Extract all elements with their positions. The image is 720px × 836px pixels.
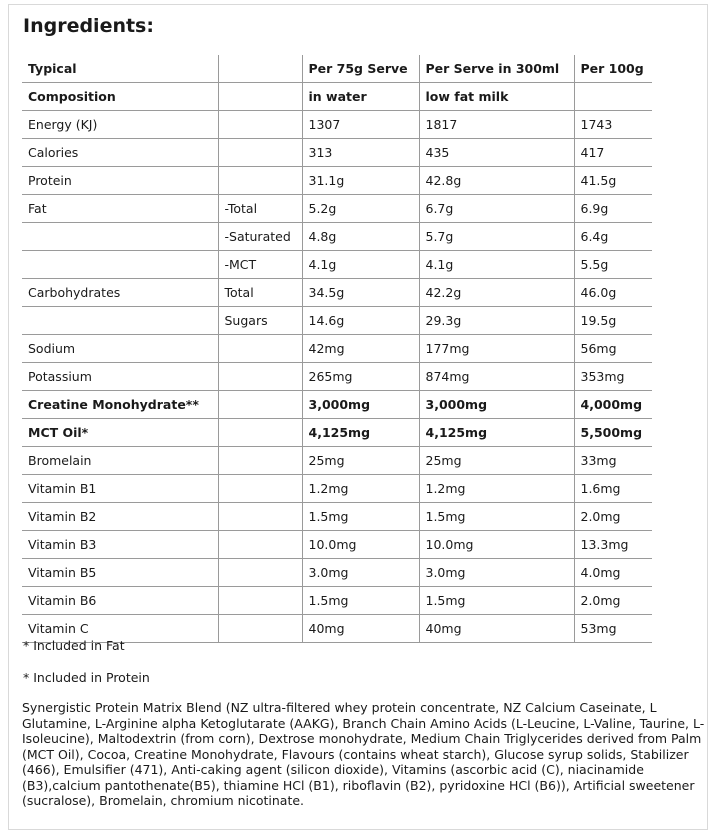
table-cell: 353mg bbox=[574, 363, 652, 391]
table-row bbox=[22, 559, 652, 587]
table-cell bbox=[218, 475, 302, 503]
table-cell: Creatine Monohydrate** bbox=[22, 391, 218, 419]
page-title: Ingredients: bbox=[23, 15, 154, 37]
table-cell: Bromelain bbox=[22, 447, 218, 475]
table-cell bbox=[22, 223, 218, 251]
table-cell: 1307 bbox=[302, 111, 419, 139]
table-cell: 4,000mg bbox=[574, 391, 652, 419]
table-cell: 313 bbox=[302, 139, 419, 167]
table-cell: in water bbox=[302, 83, 419, 111]
table-cell: 1743 bbox=[574, 111, 652, 139]
table-cell: 1.2mg bbox=[419, 475, 574, 503]
table-cell bbox=[218, 531, 302, 559]
table-cell: 10.0mg bbox=[302, 531, 419, 559]
table-cell: Vitamin B5 bbox=[22, 559, 218, 587]
table-cell: Per 100g bbox=[574, 55, 652, 83]
table-cell: 13.3mg bbox=[574, 531, 652, 559]
table-cell: 25mg bbox=[419, 447, 574, 475]
table-cell bbox=[218, 559, 302, 587]
table-cell bbox=[218, 615, 302, 643]
table-cell: 6.4g bbox=[574, 223, 652, 251]
table-row bbox=[22, 475, 652, 503]
table-cell: 874mg bbox=[419, 363, 574, 391]
table-cell: 29.3g bbox=[419, 307, 574, 335]
table-cell: 265mg bbox=[302, 363, 419, 391]
table-cell: 5.2g bbox=[302, 195, 419, 223]
table-cell: 5.5g bbox=[574, 251, 652, 279]
table-cell: -MCT bbox=[218, 251, 302, 279]
table-cell: 1.2mg bbox=[302, 475, 419, 503]
table-cell: 4,125mg bbox=[302, 419, 419, 447]
table-row bbox=[22, 223, 652, 251]
table-cell: 1.5mg bbox=[419, 503, 574, 531]
table-cell: 1.6mg bbox=[574, 475, 652, 503]
table-cell: 2.0mg bbox=[574, 503, 652, 531]
table-cell: 56mg bbox=[574, 335, 652, 363]
table-cell: 46.0g bbox=[574, 279, 652, 307]
table-row bbox=[22, 139, 652, 167]
table-cell: Vitamin B3 bbox=[22, 531, 218, 559]
table-cell: 14.6g bbox=[302, 307, 419, 335]
table-cell: -Total bbox=[218, 195, 302, 223]
table-cell: Per Serve in 300ml bbox=[419, 55, 574, 83]
table-cell: Vitamin B1 bbox=[22, 475, 218, 503]
table-row bbox=[22, 167, 652, 195]
table-cell: 5.7g bbox=[419, 223, 574, 251]
table-cell: 4.0mg bbox=[574, 559, 652, 587]
footnote-protein: * Included in Protein bbox=[23, 670, 150, 685]
table-cell: 40mg bbox=[419, 615, 574, 643]
table-cell bbox=[22, 251, 218, 279]
table-row bbox=[22, 447, 652, 475]
table-cell: 4.8g bbox=[302, 223, 419, 251]
table-cell: Protein bbox=[22, 167, 218, 195]
table-cell: Calories bbox=[22, 139, 218, 167]
table-cell bbox=[218, 447, 302, 475]
table-cell: 25mg bbox=[302, 447, 419, 475]
table-cell: 6.9g bbox=[574, 195, 652, 223]
table-cell: 1.5mg bbox=[302, 503, 419, 531]
table-row bbox=[22, 335, 652, 363]
table-cell: 1.5mg bbox=[302, 587, 419, 615]
table-cell: low fat milk bbox=[419, 83, 574, 111]
footnotes bbox=[23, 638, 150, 702]
nutrition-table-body bbox=[22, 55, 652, 643]
table-cell: 42.8g bbox=[419, 167, 574, 195]
table-cell: Energy (KJ) bbox=[22, 111, 218, 139]
table-cell: 3.0mg bbox=[419, 559, 574, 587]
table-row bbox=[22, 83, 652, 111]
table-cell: -Saturated bbox=[218, 223, 302, 251]
table-row bbox=[22, 391, 652, 419]
table-cell bbox=[218, 335, 302, 363]
table-cell: 3.0mg bbox=[302, 559, 419, 587]
table-cell: Vitamin C bbox=[22, 615, 218, 643]
table-row bbox=[22, 587, 652, 615]
table-cell: Fat bbox=[22, 195, 218, 223]
table-cell: 33mg bbox=[574, 447, 652, 475]
table-cell: 34.5g bbox=[302, 279, 419, 307]
table-row bbox=[22, 503, 652, 531]
table-cell: MCT Oil* bbox=[22, 419, 218, 447]
table-cell: Sodium bbox=[22, 335, 218, 363]
table-cell: 42mg bbox=[302, 335, 419, 363]
table-cell: Vitamin B6 bbox=[22, 587, 218, 615]
table-cell: Sugars bbox=[218, 307, 302, 335]
table-cell bbox=[218, 391, 302, 419]
table-cell: 19.5g bbox=[574, 307, 652, 335]
table-cell: Per 75g Serve bbox=[302, 55, 419, 83]
table-cell bbox=[218, 419, 302, 447]
table-row bbox=[22, 279, 652, 307]
table-cell: Typical bbox=[22, 55, 218, 83]
table-cell bbox=[218, 139, 302, 167]
table-cell bbox=[218, 587, 302, 615]
table-row bbox=[22, 111, 652, 139]
table-row bbox=[22, 531, 652, 559]
table-cell: Composition bbox=[22, 83, 218, 111]
table-cell bbox=[218, 363, 302, 391]
nutrition-table bbox=[22, 55, 652, 643]
table-cell bbox=[22, 307, 218, 335]
table-cell: 417 bbox=[574, 139, 652, 167]
table-cell: 435 bbox=[419, 139, 574, 167]
table-row bbox=[22, 307, 652, 335]
table-cell: 177mg bbox=[419, 335, 574, 363]
table-cell: Total bbox=[218, 279, 302, 307]
table-cell: Potassium bbox=[22, 363, 218, 391]
table-cell: 40mg bbox=[302, 615, 419, 643]
footnote-fat: * Included in Fat bbox=[23, 638, 125, 653]
ingredients-description: Synergistic Protein Matrix Blend (NZ ultra-filtered whey protein concentrate, NZ Calcium Caseinate, L Glutamine, L-Arginine alpha Ketoglutarate (AAKG), Branch Chain Amino Acids (L-Leucine, L-Valine, Taurine, L-Isoleucine), Maltodextrin (from corn), Dextrose monohydrate, Medium Chain Triglycerides derived from Palm (MCT Oil), Cocoa, Creatine Monohydrate, Flavours (contains wheat starch), Glucose syrup solids, Stabilizer (466), Emulsifier (471), Anti-caking agent (silicon dioxide), Vitamins (ascorbic acid (C), niacinamide (B3),calcium pantothenate(B5), thiamine HCl (B1), riboflavin (B2), pyridoxine HCl (B6)), Artificial sweetener (sucralose), Bromelain, chromium nicotinate. bbox=[22, 700, 705, 808]
table-row bbox=[22, 363, 652, 391]
table-cell: 5,500mg bbox=[574, 419, 652, 447]
table-cell bbox=[218, 503, 302, 531]
table-cell: 6.7g bbox=[419, 195, 574, 223]
table-row bbox=[22, 195, 652, 223]
table-cell: 31.1g bbox=[302, 167, 419, 195]
table-cell: 42.2g bbox=[419, 279, 574, 307]
table-cell: 4,125mg bbox=[419, 419, 574, 447]
table-cell: 53mg bbox=[574, 615, 652, 643]
table-row bbox=[22, 419, 652, 447]
table-cell: 3,000mg bbox=[302, 391, 419, 419]
table-cell bbox=[218, 111, 302, 139]
table-cell: 1817 bbox=[419, 111, 574, 139]
table-cell: 10.0mg bbox=[419, 531, 574, 559]
table-cell bbox=[218, 167, 302, 195]
table-cell: 4.1g bbox=[419, 251, 574, 279]
table-row bbox=[22, 251, 652, 279]
table-cell: Vitamin B2 bbox=[22, 503, 218, 531]
table-cell: 2.0mg bbox=[574, 587, 652, 615]
table-cell: 3,000mg bbox=[419, 391, 574, 419]
table-cell: 1.5mg bbox=[419, 587, 574, 615]
table-cell: 4.1g bbox=[302, 251, 419, 279]
table-cell: 41.5g bbox=[574, 167, 652, 195]
table-cell bbox=[218, 55, 302, 83]
table-cell bbox=[574, 83, 652, 111]
table-cell bbox=[218, 83, 302, 111]
table-cell: Carbohydrates bbox=[22, 279, 218, 307]
table-row bbox=[22, 55, 652, 83]
